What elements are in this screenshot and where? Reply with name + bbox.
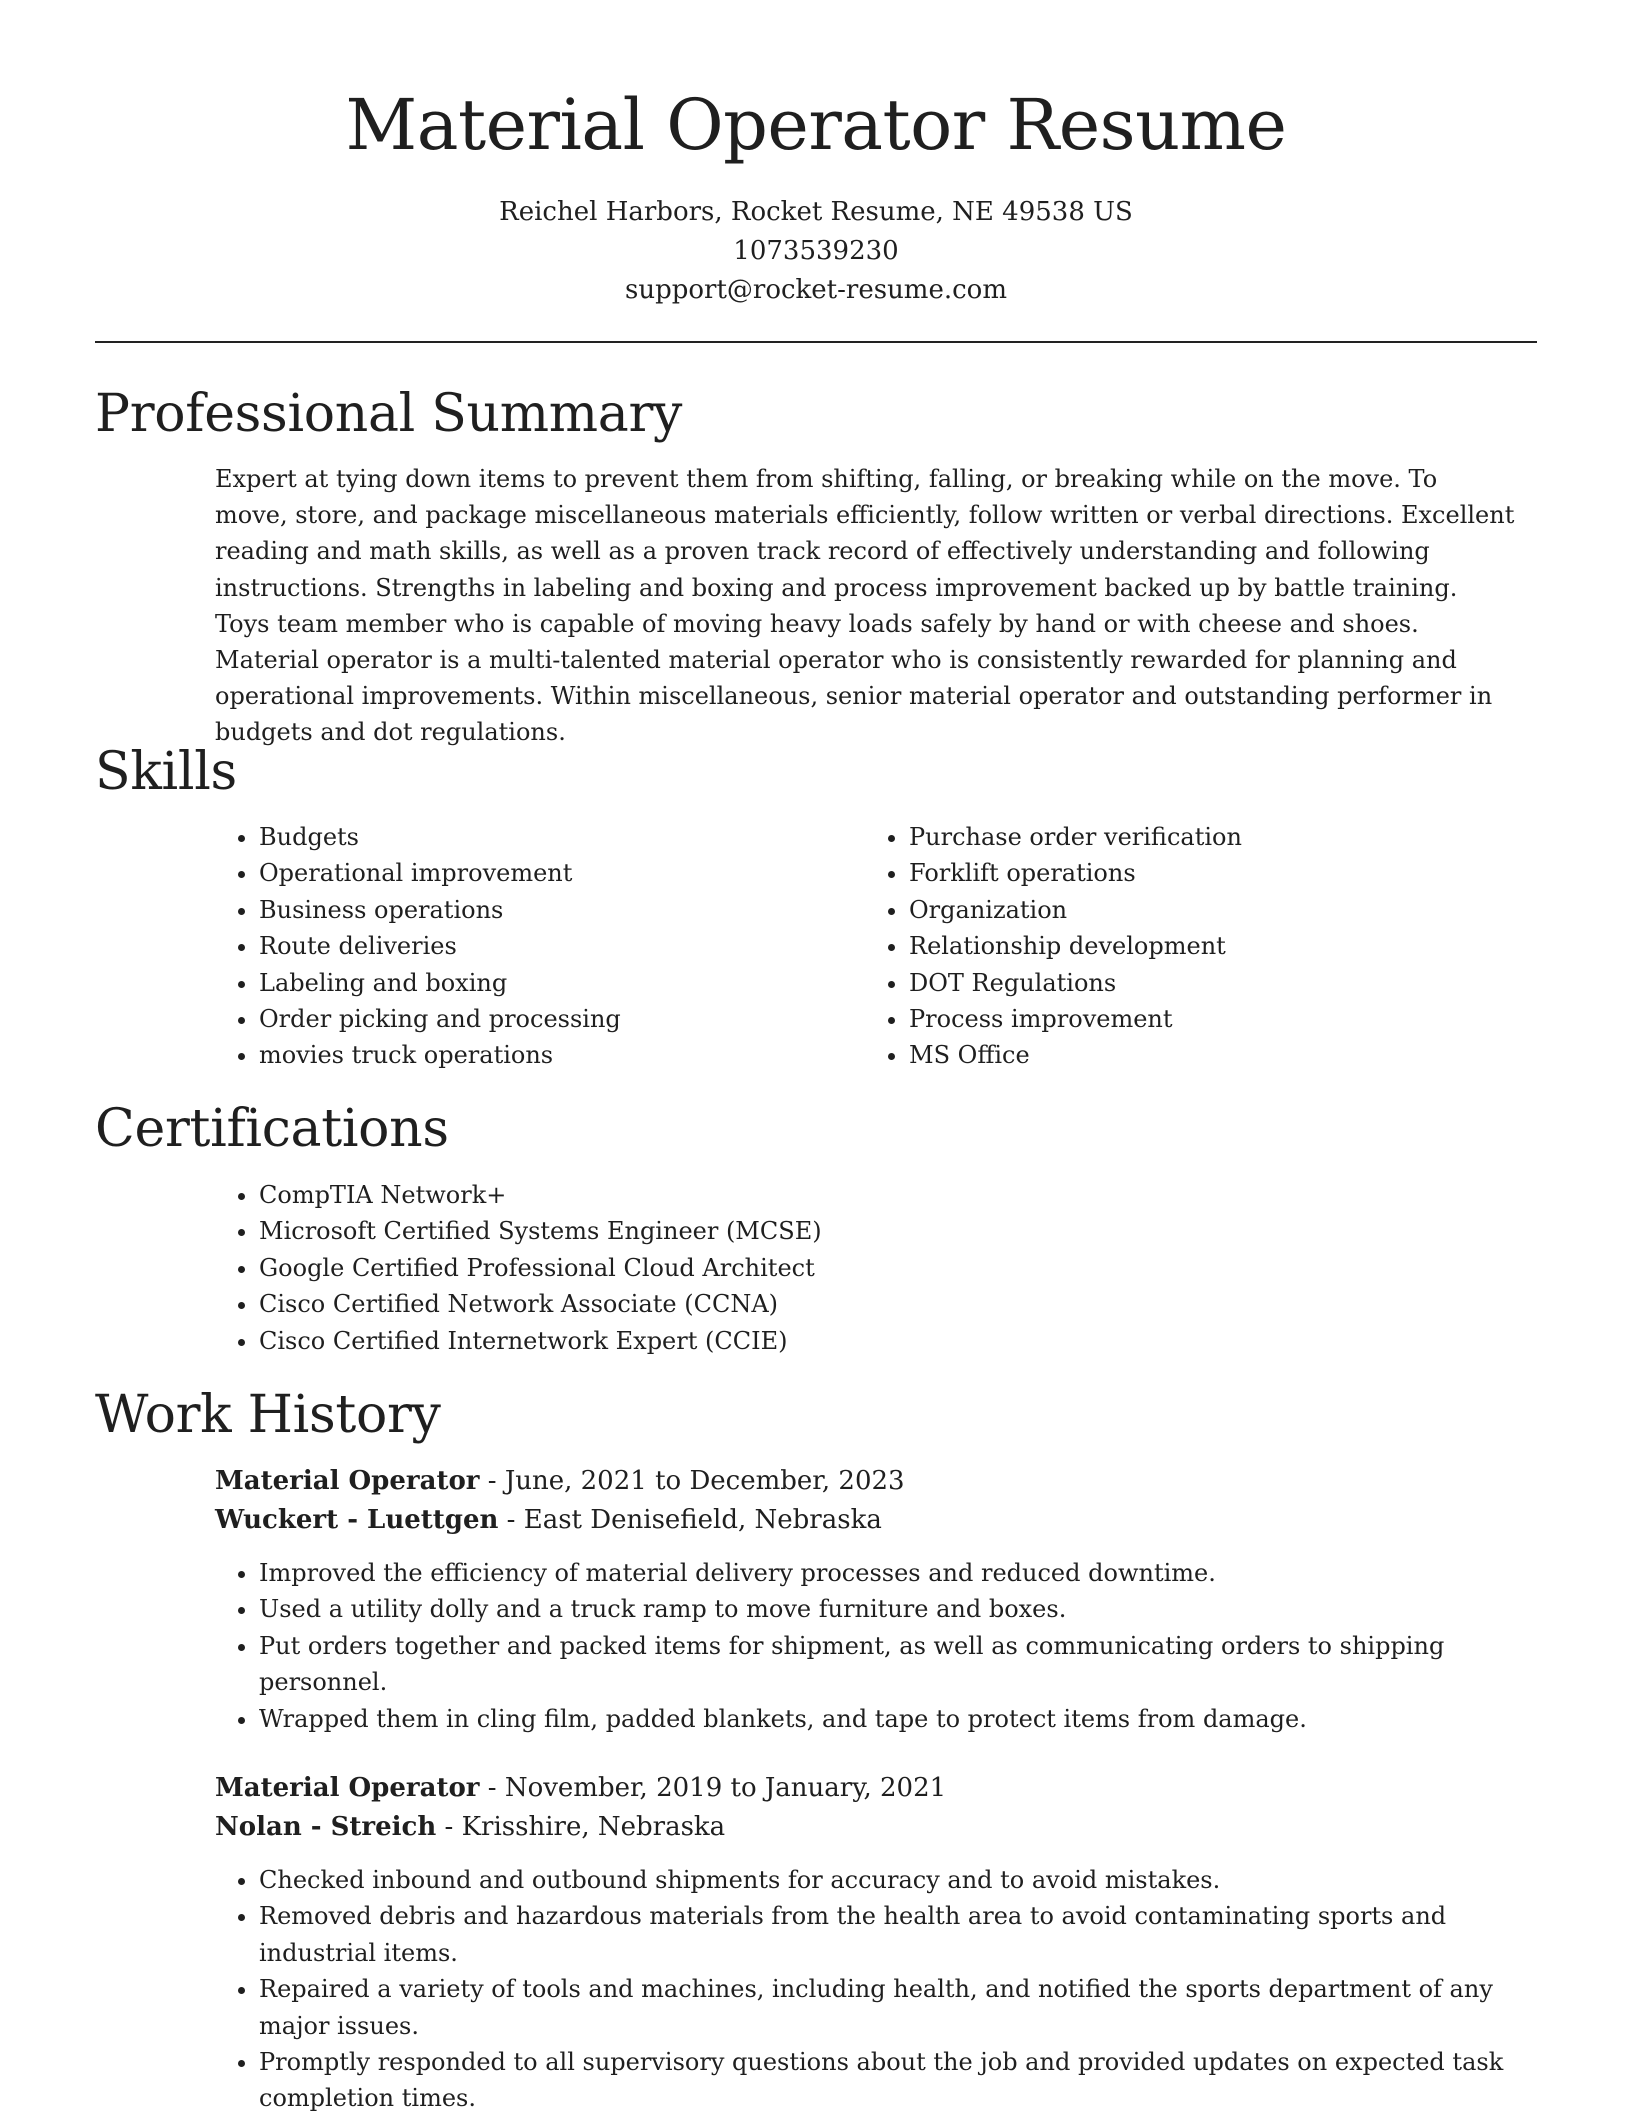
job-bullet: • Removed debris and hazardous materials from the health area to avoid contaminating sports and industrial items. — [259, 1898, 1529, 1971]
job-location: - East Denisefield, Nebraska — [498, 1505, 882, 1535]
job-location: - Krisshire, Nebraska — [436, 1812, 726, 1842]
skill-item: • Labeling and boxing — [259, 965, 819, 1001]
job-title: Material Operator — [215, 1773, 480, 1803]
job-dates: - November, 2019 to January, 2021 — [479, 1773, 947, 1803]
certifications-heading: Certifications — [95, 1099, 449, 1159]
job-title-line — [215, 1769, 946, 1808]
job-bullet: • Wrapped them in cling film, padded blankets, and tape to protect items from damage. — [259, 1701, 1529, 1737]
skill-item: • Organization — [909, 892, 1509, 928]
summary-text: Expert at tying down items to prevent them from shifting, falling, or breaking while on the move. To move, store, and package miscellaneous materials efficiently, follow written or verbal directions. Excellent reading and math skills, as well as a proven track record of effectively understanding and following instructions. Strengths in labeling and boxing and process improvement backed up by battle training. Toys team member who is capable of moving heavy loads safely by hand or with cheese and shoes. Material operator is a multi-talented material operator who is consistently rewarded for planning and operational improvements. Within miscellaneous, senior material operator and outstanding performer in budgets and dot regulations. — [215, 465, 1515, 747]
certification-item: • Cisco Certified Internetwork Expert (CCIE) — [259, 1323, 1459, 1359]
job-bullet: • Promptly responded to all supervisory questions about the job and provided updates on expected task completion times. — [259, 2044, 1529, 2117]
skill-item: • Business operations — [259, 892, 819, 928]
skill-item: • Purchase order verification — [909, 819, 1509, 855]
phone: 1073539230 — [733, 236, 899, 266]
job-title: Material Operator — [215, 1466, 480, 1496]
certification-item: • Microsoft Certified Systems Engineer (MCSE) — [259, 1213, 1459, 1249]
certifications-list — [215, 1177, 1459, 1359]
address: Reichel Harbors, Rocket Resume, NE 49538 US — [499, 197, 1133, 227]
contact-block — [0, 193, 1632, 310]
skill-item: • Route deliveries — [259, 928, 819, 964]
job-2-bullets — [215, 1862, 1529, 2117]
job-company-line — [215, 1808, 946, 1847]
job-bullet: • Repaired a variety of tools and machines, including health, and notified the sports department of any major issues. — [259, 1971, 1529, 2044]
header-divider — [95, 341, 1537, 343]
skill-item: • Budgets — [259, 819, 819, 855]
job-company: Wuckert - Luettgen — [215, 1505, 499, 1535]
job-company-line — [215, 1501, 905, 1540]
certification-item: • Cisco Certified Network Associate (CCNA) — [259, 1286, 1459, 1322]
work-history-heading: Work History — [95, 1385, 441, 1445]
skill-item: • Relationship development — [909, 928, 1509, 964]
skills-list-right — [865, 819, 1509, 1074]
job-dates: - June, 2021 to December, 2023 — [479, 1466, 905, 1496]
resume-title: Material Operator Resume — [345, 84, 1287, 166]
job-1-header — [215, 1462, 905, 1540]
skill-item: • MS Office — [909, 1037, 1509, 1073]
skill-item: • Forklift operations — [909, 855, 1509, 891]
job-bullet: • Used a utility dolly and a truck ramp to move furniture and boxes. — [259, 1591, 1529, 1627]
job-1-bullets — [215, 1555, 1529, 1737]
skill-item: • Order picking and processing — [259, 1001, 819, 1037]
job-bullet: • Checked inbound and outbound shipments for accuracy and to avoid mistakes. — [259, 1862, 1529, 1898]
skill-item: • Operational improvement — [259, 855, 819, 891]
summary-heading: Professional Summary — [95, 384, 683, 444]
certification-item: • Google Certified Professional Cloud Architect — [259, 1250, 1459, 1286]
skills-list-left — [215, 819, 819, 1074]
job-bullet: • Put orders together and packed items for shipment, as well as communicating orders to shipping personnel. — [259, 1628, 1529, 1701]
skill-item: • DOT Regulations — [909, 965, 1509, 1001]
job-company: Nolan - Streich — [215, 1812, 437, 1842]
job-2-header — [215, 1769, 946, 1847]
certification-item: • CompTIA Network+ — [259, 1177, 1459, 1213]
job-bullet: • Improved the efficiency of material delivery processes and reduced downtime. — [259, 1555, 1529, 1591]
job-title-line — [215, 1462, 905, 1501]
email: support@rocket-resume.com — [624, 275, 1007, 305]
skill-item: • movies truck operations — [259, 1037, 819, 1073]
skill-item: • Process improvement — [909, 1001, 1509, 1037]
skills-heading: Skills — [95, 742, 237, 802]
